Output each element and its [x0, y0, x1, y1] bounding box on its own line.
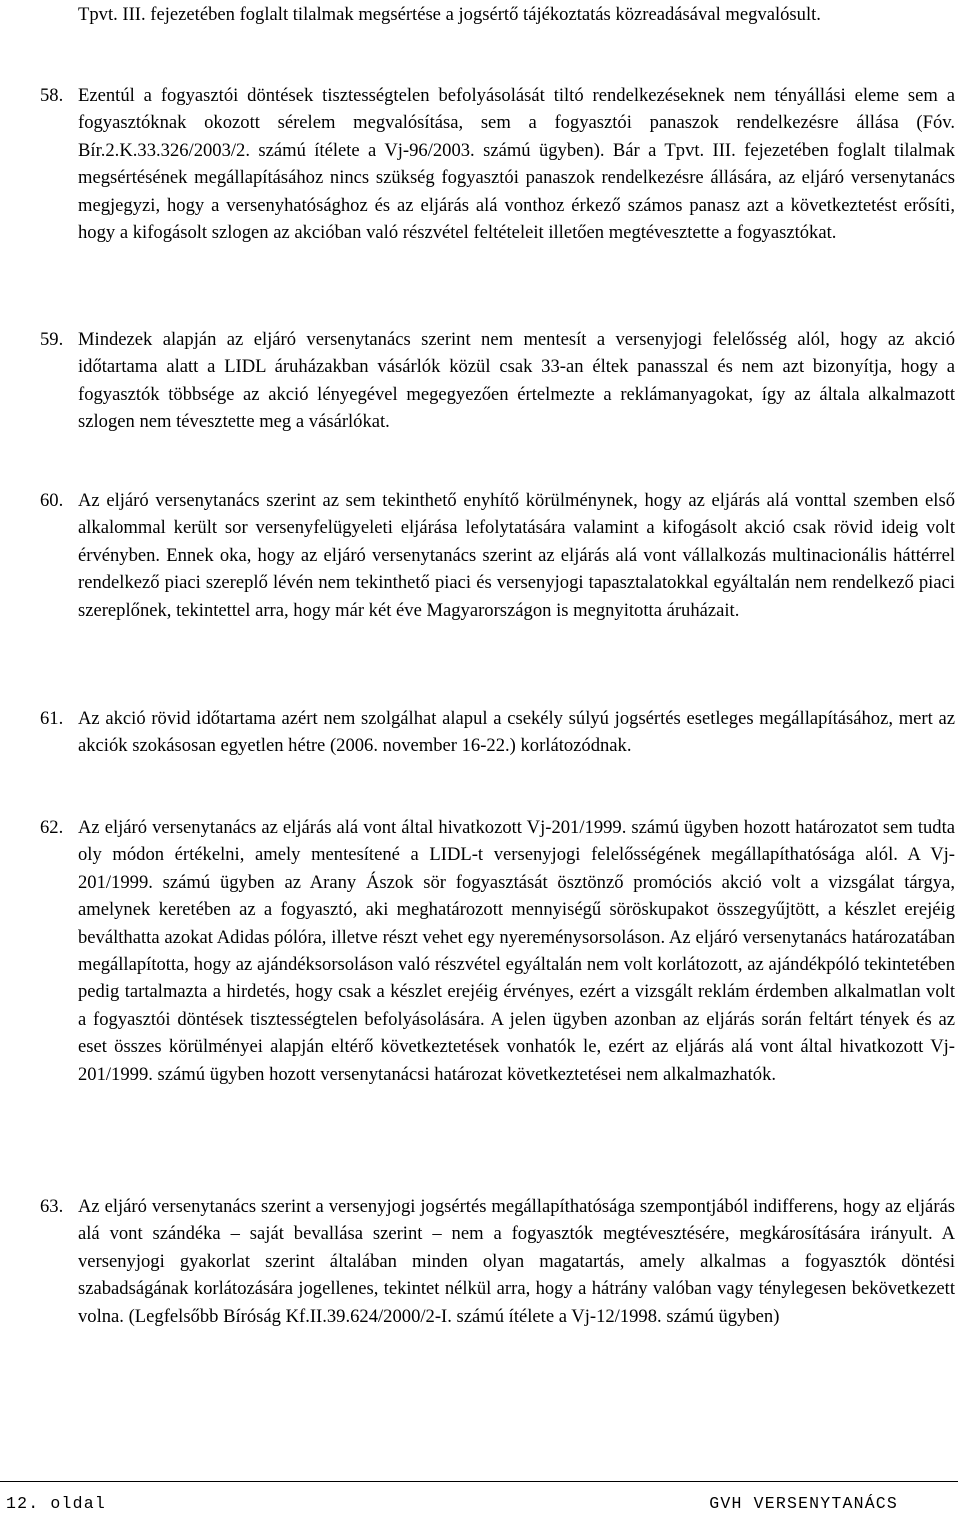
- paragraph-62: [40, 814, 955, 1088]
- paragraph-number: 60.: [40, 490, 64, 511]
- paragraph-number: 62.: [40, 817, 64, 838]
- paragraph-text: Az akció rövid időtartama azért nem szolgálhat alapul a csekély súlyú jogsértés esetleges megállapításához, mert az akciók szokásosan egyetlen hétre (2006. november 16-22.) korlátozódnak.: [78, 708, 955, 757]
- paragraph-number: 59.: [40, 329, 64, 350]
- footer-divider: [0, 1481, 958, 1482]
- paragraph-63: [40, 1193, 955, 1330]
- paragraph-59: [40, 326, 955, 436]
- footer-page-number: 12. oldal: [6, 1494, 106, 1513]
- paragraph-58: [40, 82, 955, 246]
- paragraph-61: [40, 705, 955, 760]
- paragraph-number: 58.: [40, 85, 64, 106]
- paragraph-number: 61.: [40, 708, 64, 729]
- paragraph-number: 63.: [40, 1196, 64, 1217]
- paragraph-text: Mindezek alapján az eljáró versenytanács szerint nem mentesít a versenyjogi felelősség alól, hogy az akció időtartama alatt a LIDL áruházakban vásárlók közül csak 33-an éltek panasszal és nem azt bizonyítja, hogy a fogyasztók többsége az akció lényegével megegyezően értelmezte a reklámanyagokat, így az általa alkalmazott szlogen nem tévesztette meg a vásárlókat.: [78, 329, 955, 433]
- footer-organization: GVH VERSENYTANÁCS: [709, 1494, 898, 1513]
- paragraph-text: Az eljáró versenytanács az eljárás alá vont által hivatkozott Vj-201/1999. számú ügyben hozott határozatot sem tudta oly módon értékelni, amely mentesítené a LIDL-t versenyjogi felelősségének megállapíthatósága alól. A Vj-201/1999. számú ügyben az Arany Ászok sör fogyasztását ösztönző promóciós akció volt a vizsgálat tárgya, amelynek keretében az a fogyasztó, aki meghatározott mennyiségű söröskupakot összegyűjtött, a készlet erejéig beválthatta azokat Adidas pólóra, illetve részt vehet egy nyereménysorsoláson. Az eljáró versenytanács határozatában megállapította, hogy az ajándéksorsoláson való részvétel egyáltalán nem volt korlátozott, az ajándékpóló tekintetében pedig tartalmazta a hirdetés, hogy csak a készlet erejéig érvényes, ezért a vizsgált reklám érdemben alkalmatlan volt a fogyasztói döntések tisztességtelen befolyásolására. A jelen ügyben azonban az eljárás során feltárt tények és az eset összes körülményei alapján eltérő következtetések vonhatók le, ezért az eljárás alá vont által hivatkozott Vj-201/1999. számú ügyben hozott versenytanácsi határozat következtetései nem alkalmazhatók.: [78, 817, 955, 1085]
- paragraph-text: Az eljáró versenytanács szerint a versenyjogi jogsértés megállapíthatósága szempontjából indifferens, hogy az eljárás alá vont szándéka – saját bevallása szerint – nem a fogyasztók megtévesztésére, megkárosítására irányult. A versenyjogi gyakorlat szerint általában minden olyan magatartás, amely alkalmas a fogyasztók döntési szabadságának korlátozására jogellenes, tekintet nélkül arra, hogy a hátrány valóban vagy ténylegesen bekövetkezett volna. (Legfelsőbb Bíróság Kf.II.39.624/2000/2-I. számú ítélete a Vj-12/1998. számú ügyben): [78, 1196, 955, 1327]
- intro-paragraph: [78, 1, 955, 28]
- paragraph-text: Az eljáró versenytanács szerint az sem tekinthető enyhítő körülménynek, hogy az eljárás alá vonttal szemben első alkalommal került sor versenyfelügyeleti eljárása lefolytatására valamint a kifogásolt akció csak rövid ideig volt érvényben. Ennek oka, hogy az eljáró versenytanács szerint az eljárás alá vont vállalkozás multinacionális háttérrel rendelkező piaci szereplő lévén nem tekinthető piaci és versenyjogi tapasztalatokkal egyáltalán nem rendelkező piaci szereplőnek, tekintettel arra, hogy már két éve Magyarországon is megnyitotta áruházait.: [78, 490, 955, 621]
- intro-text: Tpvt. III. fejezetében foglalt tilalmak megsértése a jogsértő tájékoztatás közreadásával megvalósult.: [78, 4, 821, 25]
- paragraph-60: [40, 487, 955, 624]
- paragraph-text: Ezentúl a fogyasztói döntések tisztességtelen befolyásolását tiltó rendelkezéseknek nem tényállási eleme sem a fogyasztóknak okozott sérelem megvalósítása, sem a fogyasztói panaszok rendelkezésre állása (Fóv. Bír.2.K.33.326/2003/2. számú ítélete a Vj-96/2003. számú ügyben). Bár a Tpvt. III. fejezetében foglalt tilalmak megsértésének megállapításához nincs szükség fogyasztói panaszok rendelkezésre állására, az eljáró versenytanács megjegyzi, hogy a versenyhatósághoz és az eljárás alá vonthoz érkező számos panasz azt a következtetést erősíti, hogy a kifogásolt szlogen az akcióban való részvétel feltételeit illetően megtévesztette a fogyasztókat.: [78, 85, 955, 244]
